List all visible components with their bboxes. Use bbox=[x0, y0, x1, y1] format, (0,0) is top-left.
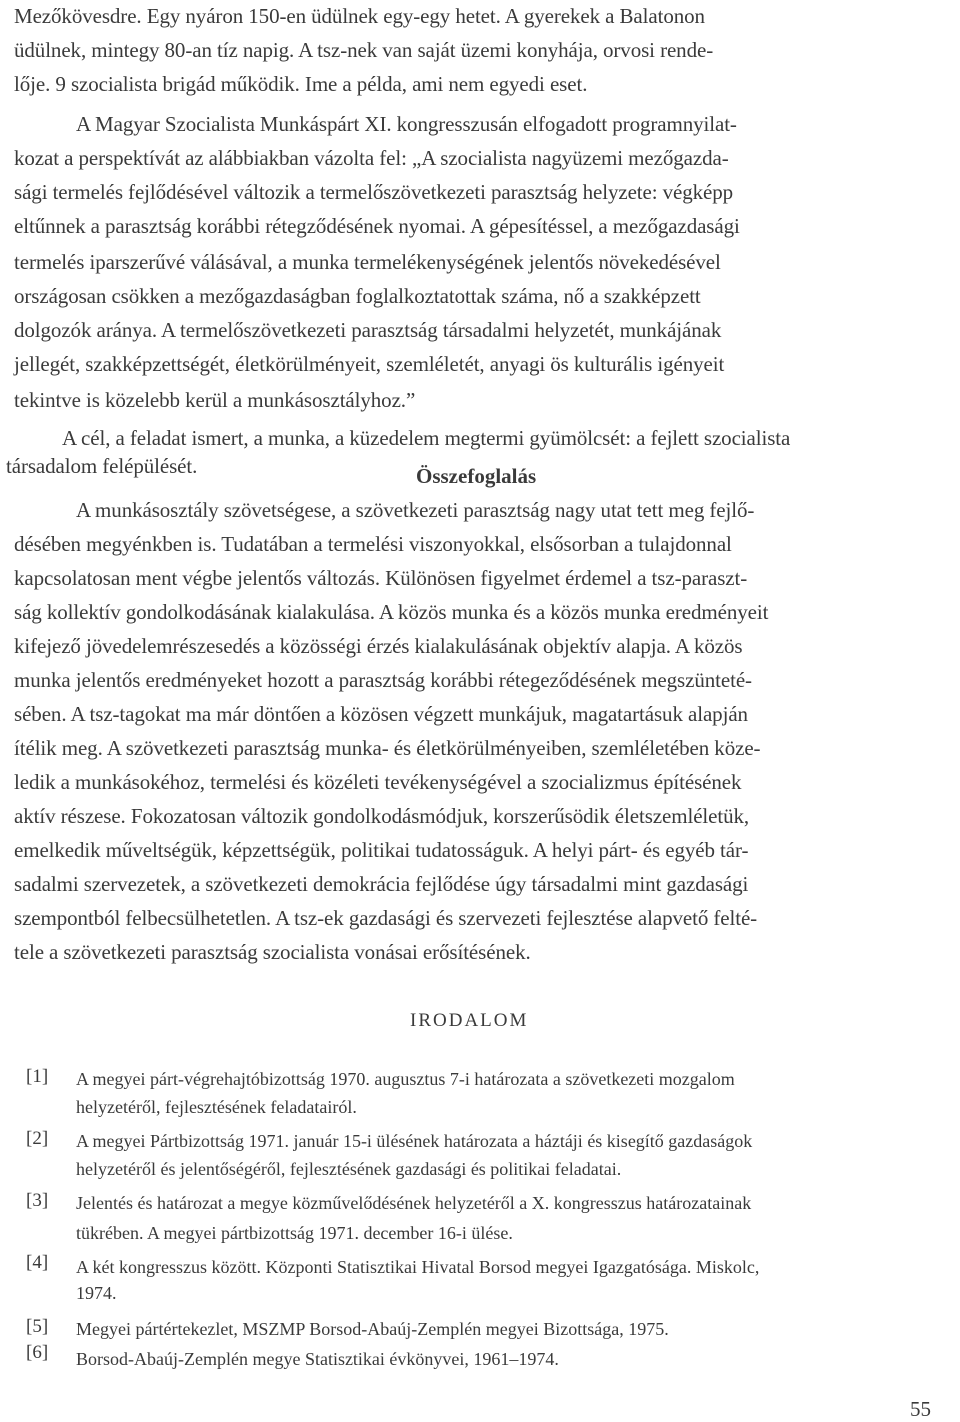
reference-line: helyzetéről, fejlesztésének feladatairól. bbox=[76, 1097, 357, 1117]
body-line: társadalom felépülését. bbox=[6, 454, 198, 478]
summary-line: szempontból felbecsülhetetlen. A tsz-ek gazdasági és szervezeti fejlesztése alapvető felté- bbox=[14, 906, 758, 930]
summary-line: aktív részese. Fokozatosan változik gondolkodásmódjuk, korszerűsödik életszemléletük, bbox=[14, 804, 750, 828]
summary-line: sadalmi szervezetek, a szövetkezeti demokrácia fejlődése úgy társadalmi mint gazdasági bbox=[14, 872, 749, 896]
summary-line: désében megyénkben is. Tudatában a termelési viszonyokkal, elsősorban a tulajdonnal bbox=[14, 532, 732, 556]
reference-line: tükrében. A megyei pártbizottság 1971. december 16-i ülése. bbox=[76, 1223, 513, 1243]
body-line: országosan csökken a mezőgazdaságban foglalkoztatottak száma, nő a szakképzett bbox=[14, 284, 701, 308]
reference-number: [6] bbox=[26, 1342, 49, 1363]
summary-line: ítélik meg. A szövetkezeti parasztság munka- és életkörülményeiben, szemléletében köze- bbox=[14, 736, 761, 760]
reference-line: Megyei pártértekezlet, MSZMP Borsod-Abaúj-Zemplén megyei Bizottsága, 1975. bbox=[76, 1319, 669, 1339]
body-line: kozat a perspektívát az alábbiakban vázolta fel: „A szocialista nagyüzemi mezőgazda- bbox=[14, 146, 729, 170]
summary-line: A munkásosztály szövetségese, a szövetkezeti parasztság nagy utat tett meg fejlő- bbox=[76, 498, 755, 522]
reference-line: 1974. bbox=[76, 1283, 117, 1303]
reference-number: [1] bbox=[26, 1066, 49, 1087]
reference-number: [2] bbox=[26, 1128, 49, 1149]
reference-line: A két kongresszus között. Központi Statisztikai Hivatal Borsod megyei Igazgatósága. Miskolc, bbox=[76, 1257, 760, 1277]
body-line: A cél, a feladat ismert, a munka, a küzedelem megtermi gyümölcsét: a fejlett szocialista bbox=[62, 426, 791, 450]
reference-line: Jelentés és határozat a megye közművelődésének helyzetéről a X. kongresszus határozatainak bbox=[76, 1193, 752, 1213]
reference-number: [5] bbox=[26, 1316, 49, 1337]
reference-line: helyzetéről és jelentőségéről, fejlesztésének gazdasági és politikai feladatai. bbox=[76, 1159, 622, 1179]
summary-line: tele a szövetkezeti parasztság szocialista vonásai erősítésének. bbox=[14, 940, 531, 964]
reference-line: A megyei párt-végrehajtóbizottság 1970. augusztus 7-i határozata a szövetkezeti mozgalom bbox=[76, 1069, 735, 1089]
body-line: Mezőkövesdre. Egy nyáron 150-en üdülnek egy-egy hetet. A gyerekek a Balatonon bbox=[14, 4, 705, 28]
summary-line: kapcsolatosan ment végbe jelentős változás. Különösen figyelmet érdemel a tsz-paraszt- bbox=[14, 566, 748, 590]
reference-number: [3] bbox=[26, 1190, 49, 1211]
page-number: 55 bbox=[910, 1397, 931, 1421]
reference-line: A megyei Pártbizottság 1971. január 15-i ülésének határozata a háztáji és kisegítő gazdaságok bbox=[76, 1131, 753, 1151]
summary-line: ledik a munkásokéhoz, termelési és közéleti tevékenységével a szocializmus építésének bbox=[14, 770, 742, 794]
body-line: üdülnek, mintegy 80-an tíz napig. A tsz-nek van saját üzemi konyhája, orvosi rende- bbox=[14, 38, 714, 62]
reference-line: Borsod-Abaúj-Zemplén megye Statisztikai évkönyvei, 1961–1974. bbox=[76, 1349, 559, 1369]
body-line: tekintve is közelebb kerül a munkásosztályhoz.” bbox=[14, 388, 416, 412]
body-line: sági termelés fejlődésével változik a termelőszövetkezeti parasztság helyzete: végképp bbox=[14, 180, 734, 204]
summary-line: sében. A tsz-tagokat ma már döntően a közösen végzett munkájuk, magatartásuk alapján bbox=[14, 702, 748, 726]
summary-line: ság kollektív gondolkodásának kialakulása. A közös munka és a közös munka eredményeit bbox=[14, 600, 769, 624]
body-line: dolgozók aránya. A termelőszövetkezeti parasztság társadalmi helyzetét, munkájának bbox=[14, 318, 722, 342]
body-line: termelés iparszerűvé válásával, a munka termelékenységének jelentős növekedésével bbox=[14, 250, 721, 274]
summary-line: kifejező jövedelemrészesedés a közösségi érzés kialakulásának objektív alapja. A közös bbox=[14, 634, 743, 658]
summary-line: munka jelentős eredményeket hozott a parasztság korábbi rétegeződésének megszünteté- bbox=[14, 668, 752, 692]
reference-number: [4] bbox=[26, 1252, 49, 1273]
body-line: A Magyar Szocialista Munkáspárt XI. kongresszusán elfogadott programnyilat- bbox=[76, 112, 737, 136]
summary-line: emelkedik műveltségük, képzettségük, politikai tudatosságuk. A helyi párt- és egyéb tár- bbox=[14, 838, 749, 862]
references-heading: IRODALOM bbox=[410, 1010, 529, 1031]
summary-heading: Összefoglalás bbox=[416, 464, 537, 488]
body-line: jellegét, szakképzettségét, életkörülményeit, szemléletét, anyagi ös kulturális igényeit bbox=[14, 352, 725, 376]
body-line: lője. 9 szocialista brigád működik. Ime a példa, ami nem egyedi eset. bbox=[14, 72, 588, 96]
body-line: eltűnnek a parasztság korábbi rétegződésének nyomai. A gépesítéssel, a mezőgazdasági bbox=[14, 214, 740, 238]
